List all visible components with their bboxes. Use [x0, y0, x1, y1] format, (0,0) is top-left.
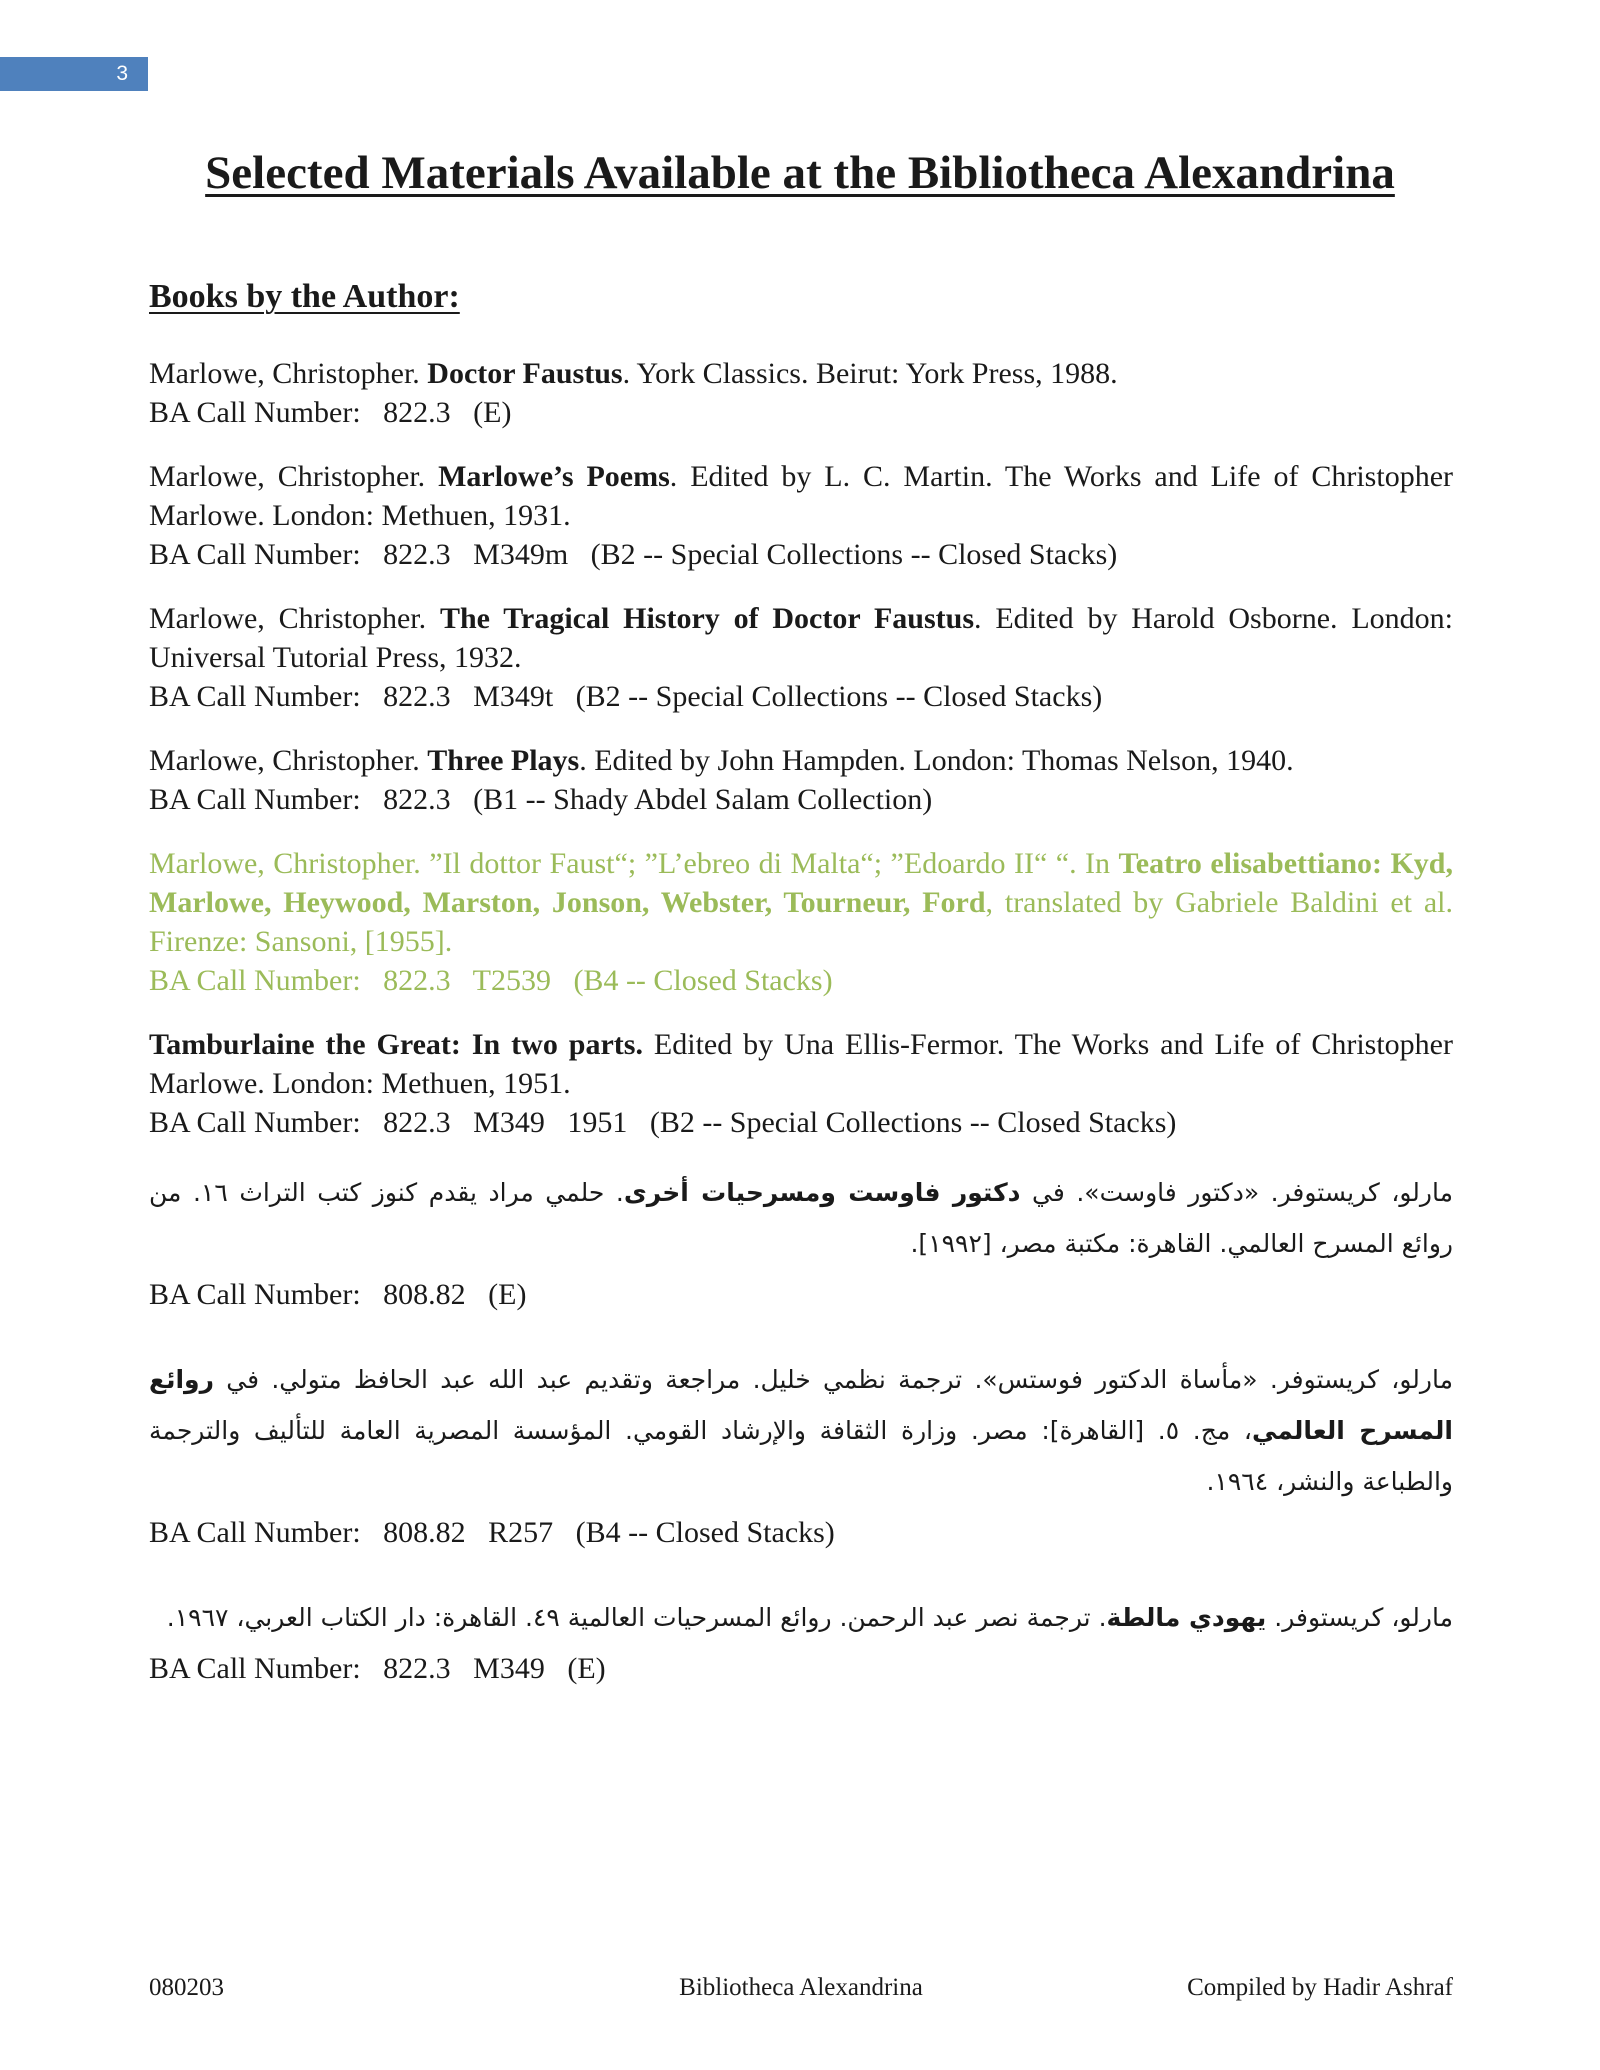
book-entry: [149, 741, 1453, 819]
citation-details: . Edited by L. C. Martin. The Works and Life of Christopher Marlowe. London: Methuen, 1931.: [149, 460, 1453, 532]
citation-prefix: Marlowe, Christopher.: [149, 357, 428, 390]
citation-details: , translated by Gabriele Baldini et al. Firenze: Sansoni, [1955].: [149, 886, 1453, 958]
citation-details: ، مج. ٥. [القاهرة]: مصر. وزارة الثقافة والإرشاد القومي. المؤسسة المصرية العامة للتأليف والترجمة والطباعة والنشر، ١٩٦٤.: [149, 1416, 1453, 1496]
citation-details: . Edited by John Hampden. London: Thomas Nelson, 1940.: [579, 744, 1294, 777]
citation-details: . حلمي مراد يقدم كنوز كتب التراث ١٦. من روائع المسرح العالمي. القاهرة: مكتبة مصر، [١٩٩٢].: [149, 1178, 1453, 1258]
citation-details: . ترجمة نصر عبد الرحمن. روائع المسرحيات العالمية ٤٩. القاهرة: دار الكتاب العربي، ١٩٦٧.: [166, 1603, 1107, 1632]
book-title: يهودي مالطة: [1106, 1603, 1267, 1632]
arabic-book-entry: [149, 1167, 1453, 1314]
book-title: The Tragical History of Doctor Faustus: [439, 602, 974, 635]
call-number: BA Call Number: 808.82 (E): [149, 1278, 527, 1311]
call-number: BA Call Number: 822.3 T2539 (B4 -- Closed Stacks): [149, 964, 833, 997]
citation-prefix: Marlowe, Christopher.: [149, 602, 440, 635]
page-footer: [149, 1974, 1453, 2008]
citation-prefix: مارلو، كريستوفر. «مأساة الدكتور فوستس». ترجمة نظمي خليل. مراجعة وتقديم عبد الله عبد الحافظ متولي. في: [213, 1365, 1453, 1394]
citation-details: Edited by Una Ellis-Fermor. The Works and Life of Christopher Marlowe. London: Methuen, 1951.: [149, 1028, 1453, 1100]
book-title: روائع المسرح العالمي: [149, 1365, 1453, 1445]
book-entry: [149, 1025, 1453, 1142]
arabic-citation: [149, 1354, 1453, 1507]
citation-prefix: مارلو، كريستوفر.: [1266, 1603, 1453, 1632]
citation-prefix: مارلو، كريستوفر. «دكتور فاوست». في: [1020, 1178, 1453, 1207]
citation-prefix: Marlowe, Christopher. ”Il dottor Faust“; ”L’ebreo di Malta“; ”Edoardo II“ “. In: [149, 847, 1119, 880]
citation-prefix: Marlowe, Christopher.: [149, 744, 428, 777]
book-entry: [149, 457, 1453, 574]
book-title: Three Plays: [427, 744, 580, 777]
citation-prefix: Marlowe, Christopher.: [149, 460, 439, 493]
arabic-citation: [149, 1592, 1453, 1643]
book-title: دكتور فاوست ومسرحيات أخرى: [623, 1178, 1021, 1207]
arabic-book-entry: [149, 1592, 1453, 1688]
citation: [149, 1025, 1453, 1103]
call-number: BA Call Number: 822.3 M349t (B2 -- Special Collections -- Closed Stacks): [149, 680, 1103, 713]
section-heading: Books by the Author:: [149, 278, 460, 315]
book-title: Tamburlaine the Great: In two parts.: [149, 1028, 643, 1061]
book-title: Marlowe’s Poems: [438, 460, 670, 493]
bibliography-content: [149, 275, 1453, 1728]
footer-institution: Bibliotheca Alexandrina: [679, 1974, 923, 2001]
arabic-citation: [149, 1167, 1453, 1269]
call-number: BA Call Number: 822.3 M349m (B2 -- Special Collections -- Closed Stacks): [149, 538, 1118, 571]
footer-compiler: Compiled by Hadir Ashraf: [1187, 1974, 1453, 2001]
page-number-tab: 3: [0, 57, 148, 91]
footer-document-id: 080203: [149, 1974, 224, 2001]
book-entry-highlighted: [149, 844, 1453, 1000]
book-entry: [149, 599, 1453, 716]
citation: [149, 741, 1453, 780]
book-entry: [149, 354, 1453, 432]
book-title: Doctor Faustus: [427, 357, 623, 390]
book-title: Teatro elisabettiano: Kyd, Marlowe, Heywood, Marston, Jonson, Webster, Tourneur, Ford: [149, 847, 1453, 919]
citation-details: . York Classics. Beirut: York Press, 1988.: [622, 357, 1118, 390]
call-number: BA Call Number: 822.3 (E): [149, 396, 512, 429]
call-number: BA Call Number: 822.3 M349 1951 (B2 -- Special Collections -- Closed Stacks): [149, 1106, 1177, 1139]
call-number: BA Call Number: 808.82 R257 (B4 -- Closed Stacks): [149, 1516, 835, 1549]
citation-details: . Edited by Harold Osborne. London: Universal Tutorial Press, 1932.: [149, 602, 1454, 674]
citation: [149, 457, 1453, 535]
call-number: BA Call Number: 822.3 M349 (E): [149, 1652, 606, 1685]
page-title: Selected Materials Available at the Bibliotheca Alexandrina: [205, 147, 1395, 199]
citation: [149, 354, 1453, 393]
call-number: BA Call Number: 822.3 (B1 -- Shady Abdel Salam Collection): [149, 783, 933, 816]
arabic-book-entry: [149, 1354, 1453, 1552]
citation: [149, 844, 1453, 961]
citation: [149, 599, 1453, 677]
